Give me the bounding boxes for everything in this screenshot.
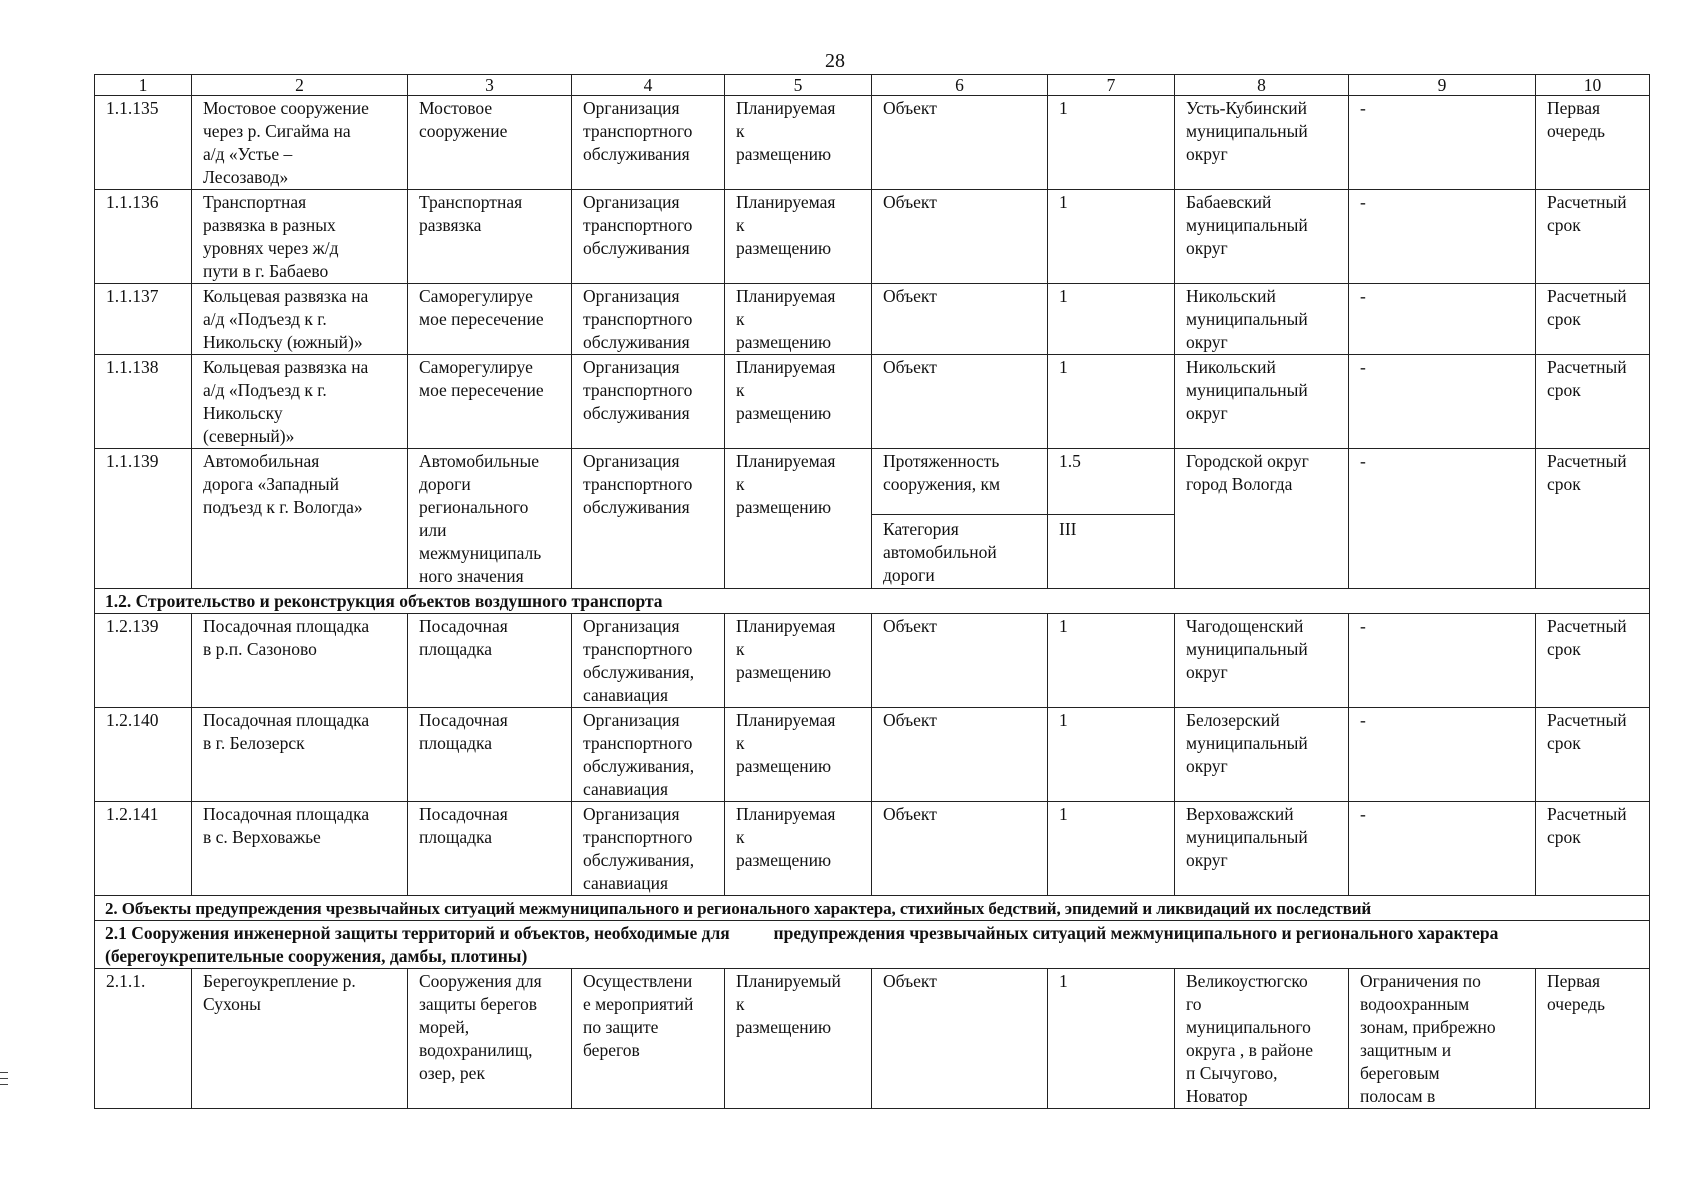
cell-purpose: Организация транспортного обслуживания xyxy=(572,449,725,589)
margin-tick-marks xyxy=(0,1072,8,1090)
register-table xyxy=(94,74,1650,1109)
cell-zones: - xyxy=(1349,802,1536,896)
cell-location: Никольский муниципальный округ xyxy=(1175,284,1349,355)
section-heading: 1.2. Строительство и реконструкция объектов воздушного транспорта xyxy=(95,589,1650,614)
cell-param: Объект xyxy=(872,284,1048,355)
column-number: 8 xyxy=(1175,75,1349,96)
cell-type: Саморегулируе мое пересечение xyxy=(408,355,572,449)
cell-location: Верховажский муниципальный округ xyxy=(1175,802,1349,896)
cell-name: Посадочная площадка в с. Верховажье xyxy=(192,802,408,896)
cell-zones: - xyxy=(1349,355,1536,449)
column-number: 4 xyxy=(572,75,725,96)
cell-value: 1 xyxy=(1048,802,1175,896)
section-row xyxy=(95,589,1650,614)
cell-param: Протяженность сооружения, км xyxy=(872,449,1048,515)
cell-purpose: Осуществлени е мероприятий по защите берегов xyxy=(572,969,725,1109)
column-number: 5 xyxy=(725,75,872,96)
table-row xyxy=(95,355,1650,449)
cell-param: Объект xyxy=(872,614,1048,708)
cell-zones: - xyxy=(1349,190,1536,284)
section-row xyxy=(95,921,1650,969)
cell-value: 1 xyxy=(1048,708,1175,802)
cell-term: Расчетный срок xyxy=(1536,614,1650,708)
cell-location: Усть-Кубинский муниципальный округ xyxy=(1175,96,1349,190)
cell-name: Берегоукрепление р. Сухоны xyxy=(192,969,408,1109)
cell-zones: - xyxy=(1349,96,1536,190)
cell-type: Сооружения для защиты берегов морей, водохранилищ, озер, рек xyxy=(408,969,572,1109)
cell-status: Планируемая к размещению xyxy=(725,96,872,190)
cell-id: 1.2.141 xyxy=(95,802,192,896)
cell-id: 1.1.137 xyxy=(95,284,192,355)
cell-zones: - xyxy=(1349,708,1536,802)
cell-zones: - xyxy=(1349,614,1536,708)
table-row xyxy=(95,708,1650,802)
cell-zones: - xyxy=(1349,449,1536,589)
cell-value: 1 xyxy=(1048,284,1175,355)
cell-value: 1 xyxy=(1048,614,1175,708)
cell-param: Объект xyxy=(872,96,1048,190)
cell-status: Планируемая к размещению xyxy=(725,449,872,589)
cell-type: Саморегулируе мое пересечение xyxy=(408,284,572,355)
cell-purpose: Организация транспортного обслуживания xyxy=(572,190,725,284)
cell-value: 1.5 xyxy=(1048,449,1175,515)
cell-location: Бабаевский муниципальный округ xyxy=(1175,190,1349,284)
cell-name: Кольцевая развязка на а/д «Подъезд к г. Никольску (южный)» xyxy=(192,284,408,355)
cell-type: Мостовое сооружение xyxy=(408,96,572,190)
column-number: 3 xyxy=(408,75,572,96)
cell-param: Объект xyxy=(872,190,1048,284)
cell-purpose: Организация транспортного обслуживания, санавиация xyxy=(572,802,725,896)
cell-term: Первая очередь xyxy=(1536,969,1650,1109)
cell-term: Расчетный срок xyxy=(1536,190,1650,284)
cell-value: 1 xyxy=(1048,969,1175,1109)
cell-id: 2.1.1. xyxy=(95,969,192,1109)
table-row xyxy=(95,802,1650,896)
cell-status: Планируемый к размещению xyxy=(725,969,872,1109)
column-number: 2 xyxy=(192,75,408,96)
cell-status: Планируемая к размещению xyxy=(725,708,872,802)
cell-id: 1.2.140 xyxy=(95,708,192,802)
cell-id: 1.2.139 xyxy=(95,614,192,708)
column-number: 1 xyxy=(95,75,192,96)
cell-id: 1.1.139 xyxy=(95,449,192,589)
table-row xyxy=(95,449,1650,515)
cell-id: 1.1.135 xyxy=(95,96,192,190)
table-row xyxy=(95,284,1650,355)
column-number-row xyxy=(95,75,1650,96)
page-number: 28 xyxy=(825,50,845,72)
cell-param: Объект xyxy=(872,802,1048,896)
cell-status: Планируемая к размещению xyxy=(725,190,872,284)
cell-value: 1 xyxy=(1048,96,1175,190)
section-heading: 2.1 Сооружения инженерной защиты территорий и объектов, необходимые для предупреждения чрезвычайных ситуаций межмуниципального и регионального характера (берегоукрепительные сооружения, дамбы, плотины) xyxy=(95,921,1650,969)
cell-location: Чагодощенский муниципальный округ xyxy=(1175,614,1349,708)
cell-location: Городской округ город Вологда xyxy=(1175,449,1349,589)
table-row xyxy=(95,969,1650,1109)
cell-term: Первая очередь xyxy=(1536,96,1650,190)
cell-name: Посадочная площадка в р.п. Сазоново xyxy=(192,614,408,708)
cell-status: Планируемая к размещению xyxy=(725,355,872,449)
column-number: 9 xyxy=(1349,75,1536,96)
column-number: 7 xyxy=(1048,75,1175,96)
cell-status: Планируемая к размещению xyxy=(725,284,872,355)
cell-purpose: Организация транспортного обслуживания, санавиация xyxy=(572,708,725,802)
cell-type: Посадочная площадка xyxy=(408,708,572,802)
section-heading: 2. Объекты предупреждения чрезвычайных ситуаций межмуниципального и регионального характера, стихийных бедствий, эпидемий и ликвидаций их последствий xyxy=(95,896,1650,921)
cell-type: Посадочная площадка xyxy=(408,802,572,896)
cell-location: Великоустюгско го муниципального округа , в районе п Сычугово, Новатор xyxy=(1175,969,1349,1109)
cell-name: Посадочная площадка в г. Белозерск xyxy=(192,708,408,802)
cell-purpose: Организация транспортного обслуживания xyxy=(572,96,725,190)
cell-param: Категория автомобильной дороги xyxy=(872,515,1048,589)
cell-id: 1.1.136 xyxy=(95,190,192,284)
table-row xyxy=(95,96,1650,190)
cell-name: Мостовое сооружение через р. Сигайма на а/д «Устье – Лесозавод» xyxy=(192,96,408,190)
cell-zones: - xyxy=(1349,284,1536,355)
table-row xyxy=(95,190,1650,284)
cell-id: 1.1.138 xyxy=(95,355,192,449)
cell-param: Объект xyxy=(872,355,1048,449)
cell-param: Объект xyxy=(872,969,1048,1109)
table-row xyxy=(95,614,1650,708)
cell-param: Объект xyxy=(872,708,1048,802)
section-row xyxy=(95,896,1650,921)
cell-type: Посадочная площадка xyxy=(408,614,572,708)
cell-name: Автомобильная дорога «Западный подъезд к г. Вологда» xyxy=(192,449,408,589)
column-number: 6 xyxy=(872,75,1048,96)
cell-term: Расчетный срок xyxy=(1536,802,1650,896)
cell-location: Белозерский муниципальный округ xyxy=(1175,708,1349,802)
cell-term: Расчетный срок xyxy=(1536,284,1650,355)
cell-name: Кольцевая развязка на а/д «Подъезд к г. Никольску (северный)» xyxy=(192,355,408,449)
cell-status: Планируемая к размещению xyxy=(725,614,872,708)
cell-status: Планируемая к размещению xyxy=(725,802,872,896)
cell-purpose: Организация транспортного обслуживания, санавиация xyxy=(572,614,725,708)
cell-value: III xyxy=(1048,515,1175,589)
cell-term: Расчетный срок xyxy=(1536,708,1650,802)
cell-purpose: Организация транспортного обслуживания xyxy=(572,284,725,355)
cell-term: Расчетный срок xyxy=(1536,355,1650,449)
cell-term: Расчетный срок xyxy=(1536,449,1650,589)
column-number: 10 xyxy=(1536,75,1650,96)
cell-zones: Ограничения по водоохранным зонам, прибрежно защитным и береговым полосам в xyxy=(1349,969,1536,1109)
cell-type: Транспортная развязка xyxy=(408,190,572,284)
cell-location: Никольский муниципальный округ xyxy=(1175,355,1349,449)
cell-purpose: Организация транспортного обслуживания xyxy=(572,355,725,449)
cell-name: Транспортная развязка в разных уровнях через ж/д пути в г. Бабаево xyxy=(192,190,408,284)
cell-type: Автомобильные дороги регионального или межмуниципаль ного значения xyxy=(408,449,572,589)
cell-value: 1 xyxy=(1048,190,1175,284)
cell-value: 1 xyxy=(1048,355,1175,449)
